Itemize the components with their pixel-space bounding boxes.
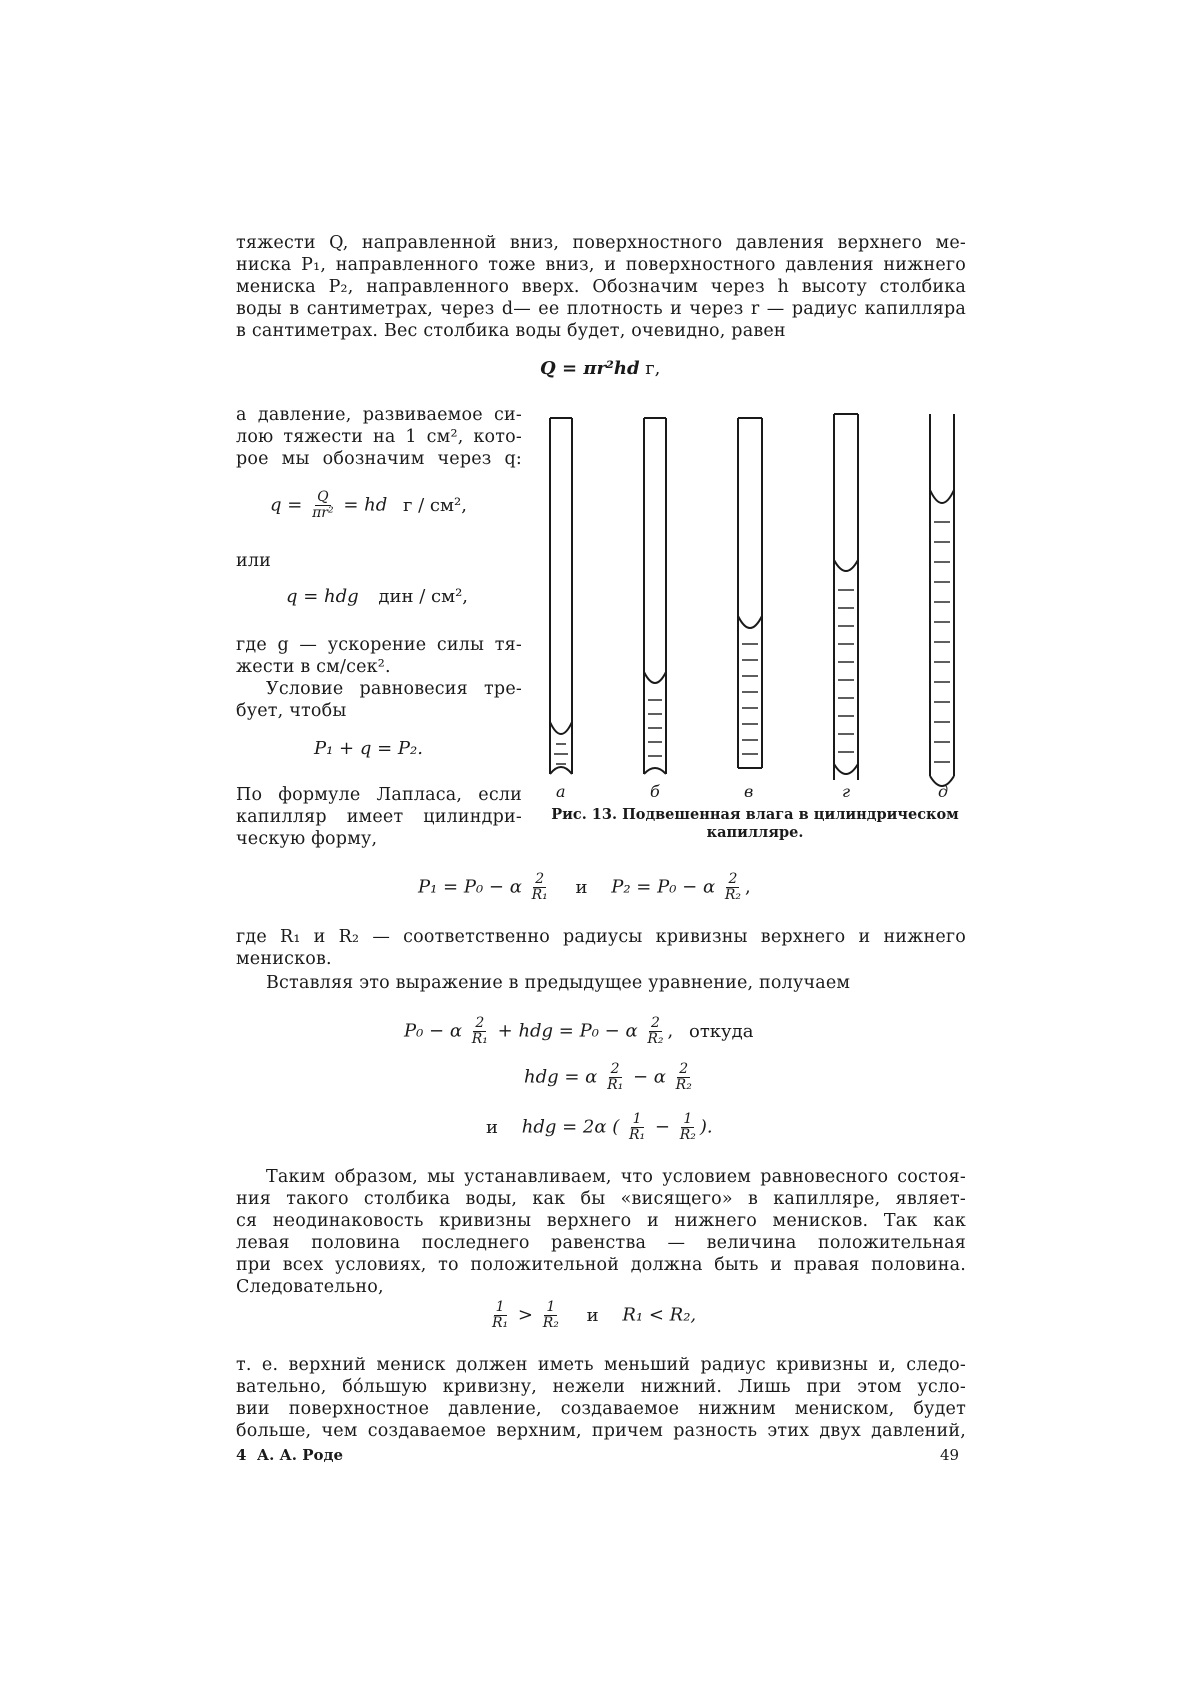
tube-a [550, 418, 572, 774]
footer-author: 4 А. А. Роде [236, 1446, 344, 1464]
figure-capillaries [530, 404, 970, 804]
paragraph-mid [236, 926, 966, 970]
tube-v [738, 418, 762, 768]
paragraph-left-1 [236, 404, 522, 470]
text-line: мениска P₂, направленного вверх. Обозначим через h высоту столбика [236, 277, 966, 297]
text-line: где g — ускорение силы тя- [236, 635, 522, 655]
text-line: ся неодинаковость кривизны верхнего и нижнего менисков. Так как [236, 1211, 966, 1231]
text-line: левая половина последнего равенства — величина положительная [236, 1233, 966, 1253]
tube-label-a: а [556, 782, 566, 801]
caption-line: Рис. 13. Подвешенная влага в цилиндрическом [551, 806, 959, 823]
fraction: $\frac{2}{\text{R₁}}$ [471, 1015, 488, 1047]
text-line: вии поверхностное давление, создаваемое нижним мениском, будет [236, 1399, 966, 1419]
paragraph-left-3 [236, 678, 522, 722]
equation-inequality: $\frac{1}{\text{R₁}}$ > $\frac{1}{\text{R₂}}$ и R₁ < R₂, [492, 1299, 697, 1331]
fraction: $\frac{2}{\text{R₁}}$ [531, 871, 548, 903]
text-line: вательно, бóльшую кривизну, нежели нижний. Лишь при этом усло- [236, 1377, 966, 1397]
word-or: или [236, 551, 272, 571]
equation-equilibrium: P₁ + q = P₂. [314, 738, 423, 759]
equation-pressure: q = $\frac{Q}{\text{πr²}}$ = hd г / см², [270, 489, 467, 521]
equation-laplace: P₁ = P₀ − α $\frac{2}{\text{R₁}}$ и P₂ = P₀ − α $\frac{2}{\text{R₂}}$ , [418, 871, 751, 903]
paragraph-left-4 [236, 784, 522, 850]
text-line: капилляр имеет цилиндри- [236, 807, 522, 827]
fraction: $\frac{1}{\text{R₁}}$ [628, 1111, 646, 1143]
text-line: а давление, развиваемое си- [236, 405, 522, 425]
text-line: Условие равновесия тре- [266, 679, 522, 699]
paragraph-top [236, 232, 966, 342]
equation-hdg: hdg = α $\frac{2}{\text{R₁}}$ − α $\frac{2}{\text{R₂}}$ [524, 1061, 692, 1093]
text-line: ния такого столбика воды, как бы «висящего» в капилляре, являет- [236, 1189, 966, 1209]
fraction: $\frac{2}{\text{R₂}}$ [647, 1015, 664, 1047]
fraction: $\frac{2}{\text{R₁}}$ [607, 1061, 624, 1093]
text-line: больше, чем создаваемое верхним, причем разность этих двух давлений, [236, 1421, 966, 1441]
tube-label-g: г [842, 782, 851, 801]
text-line: рое мы обозначим через q: [236, 449, 522, 469]
fraction: $\frac{2}{\text{R₂}}$ [724, 871, 741, 903]
equation-weight: Q = πr²hd г, [540, 358, 661, 379]
tube-d [930, 414, 954, 786]
text-line: воды в сантиметрах, через d— ее плотность и через r — радиус капилляра [236, 299, 966, 319]
paragraph-last [236, 1354, 966, 1442]
text-line: тяжести Q, направленной вниз, поверхностного давления верхнего ме- [236, 233, 966, 253]
text-line: бует, чтобы [236, 701, 347, 721]
paragraph-left-2 [236, 634, 522, 678]
figure-caption [540, 806, 970, 842]
text-line: Следовательно, [236, 1277, 384, 1297]
caption-line: капилляре. [706, 824, 804, 841]
tube-g [834, 414, 858, 780]
paragraph-mid-2: Вставляя это выражение в предыдущее уравнение, получаем [266, 973, 851, 993]
tube-label-v: в [744, 782, 754, 801]
text-line: лою тяжести на 1 см², кото- [236, 427, 522, 447]
fraction: $\frac{Q}{\text{πr²}}$ [312, 489, 334, 521]
page-number: 49 [940, 1446, 960, 1464]
text-line: жести в см/сек². [236, 657, 391, 677]
text-line: при всех условиях, то положительной должна быть и правая половина. [236, 1255, 966, 1275]
text-line: По формуле Лапласа, если [236, 785, 522, 805]
equation-hdg-final: и hdg = 2α ( $\frac{1}{\text{R₁}}$ − $\frac{1}{\text{R₂}}$ ). [486, 1111, 713, 1143]
paragraph-bottom [236, 1166, 966, 1298]
tube-label-d: д [938, 782, 949, 801]
text-line: менисков. [236, 949, 332, 969]
fraction: $\frac{1}{\text{R₁}}$ [492, 1299, 509, 1331]
fraction: $\frac{1}{\text{R₂}}$ [679, 1111, 696, 1143]
text-line: где R₁ и R₂ — соответственно радиусы кривизны верхнего и нижнего [236, 927, 966, 947]
text-line: Таким образом, мы устанавливаем, что условием равновесного состоя- [266, 1167, 966, 1187]
text-line: ческую форму, [236, 829, 378, 849]
fraction: $\frac{1}{\text{R₂}}$ [542, 1299, 559, 1331]
text-line: т. е. верхний мениск должен иметь меньший радиус кривизны и, следо- [236, 1355, 966, 1375]
tube-label-b: б [650, 782, 660, 801]
equation-substitution: P₀ − α $\frac{2}{\text{R₁}}$ + hdg = P₀ − α $\frac{2}{\text{R₂}}$ , откуда [404, 1015, 754, 1047]
equation-pressure-dyn: q = hdg дин / см², [286, 586, 469, 607]
text-line: в сантиметрах. Вес столбика воды будет, очевидно, равен [236, 321, 786, 341]
fraction: $\frac{2}{\text{R₂}}$ [675, 1061, 692, 1093]
text-line: ниска P₁, направленного тоже вниз, и поверхностного давления нижнего [236, 255, 966, 275]
tube-b [644, 418, 666, 774]
